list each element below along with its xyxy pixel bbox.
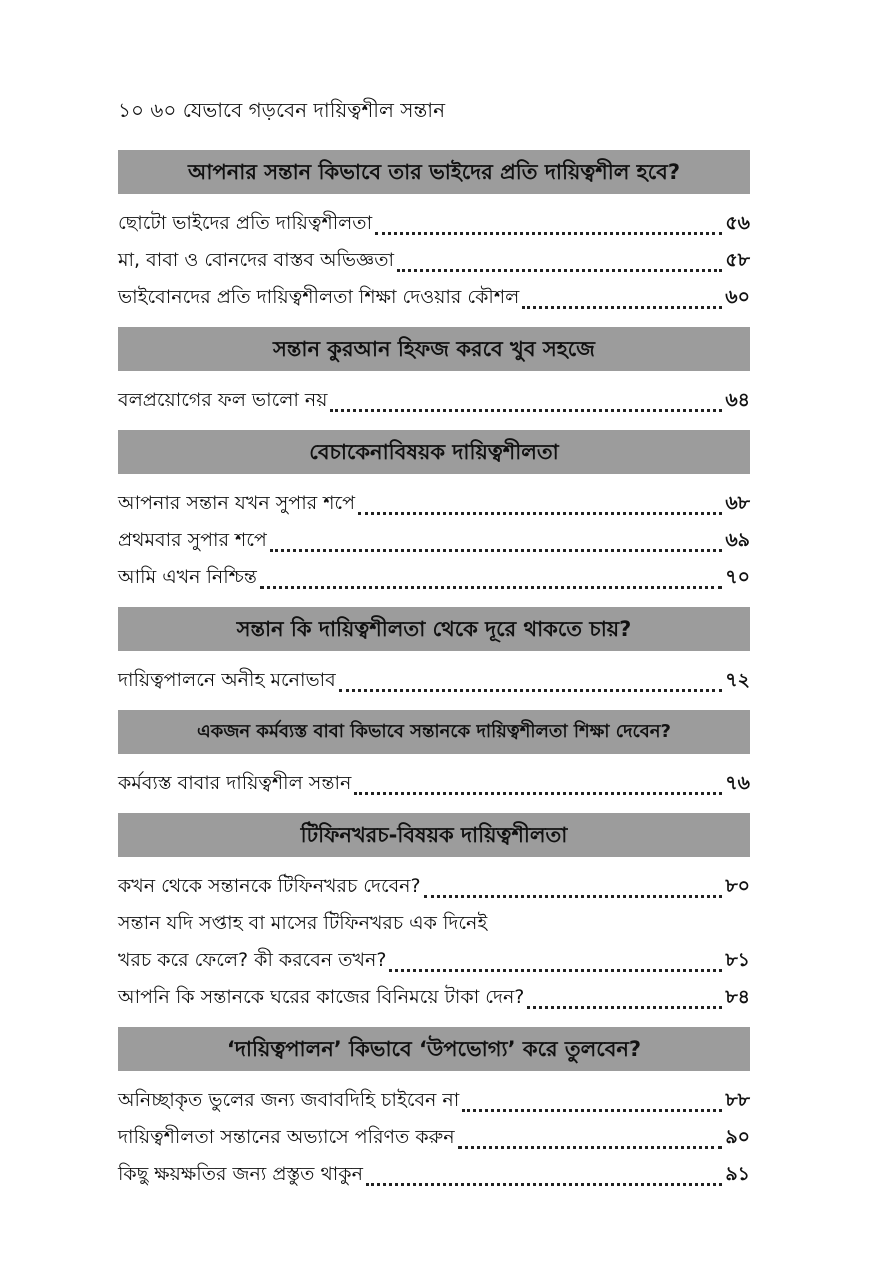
page-number: ৭০ xyxy=(725,566,750,588)
page-number: ৭২ xyxy=(725,669,750,691)
page-number: ৮০ xyxy=(725,875,750,897)
toc-section xyxy=(118,1027,750,1192)
toc-entry-continued xyxy=(118,904,750,941)
toc-section xyxy=(118,430,750,595)
toc-entry xyxy=(118,521,750,558)
entry-title: ভাইবোনদের প্রতি দায়িত্বশীলতা শিক্ষা দেওয়ার কৌশল xyxy=(118,286,520,308)
entry-title: কিছু ক্ষয়ক্ষতির জন্য প্রস্তুত থাকুন xyxy=(118,1163,363,1185)
page-number: ৭৬ xyxy=(725,772,750,794)
entry-title: অনিচ্ছাকৃত ভুলের জন্য জবাবদিহি চাইবেন না xyxy=(118,1089,460,1111)
dot-leader xyxy=(389,968,722,972)
toc-entry xyxy=(118,978,750,1015)
toc-entry xyxy=(118,661,750,698)
entry-title: ছোটো ভাইদের প্রতি দায়িত্বশীলতা xyxy=(118,212,373,234)
page-number: ৮৮ xyxy=(725,1089,750,1111)
section-heading: বেচাকেনাবিষয়ক দায়িত্বশীলতা xyxy=(118,430,750,474)
toc-entry xyxy=(118,1118,750,1155)
section-heading: সন্তান কুরআন হিফজ করবে খুব সহজে xyxy=(118,327,750,371)
page-number: ৬৯ xyxy=(725,529,750,551)
toc-section xyxy=(118,607,750,698)
dot-leader xyxy=(260,585,722,589)
toc-entry xyxy=(118,278,750,315)
entry-title: কর্মব্যস্ত বাবার দায়িত্বশীল সন্তান xyxy=(118,772,352,794)
page-number: ৬০ xyxy=(725,286,750,308)
dot-leader xyxy=(397,268,722,272)
dot-leader xyxy=(270,548,722,552)
toc-entry xyxy=(118,867,750,904)
entry-title: দায়িত্বপালনে অনীহ মনোভাব xyxy=(118,669,336,691)
toc-entry xyxy=(118,764,750,801)
page-number: ৫৬ xyxy=(725,212,750,234)
dot-leader xyxy=(522,305,722,309)
entry-title: দায়িত্বশীলতা সন্তানের অভ্যাসে পরিণত করুন xyxy=(118,1126,455,1148)
section-heading: ‘দায়িত্বপালন’ কিভাবে ‘উপভোগ্য’ করে তুলবেন? xyxy=(118,1027,750,1071)
dot-leader xyxy=(424,894,723,898)
entry-title: কখন থেকে সন্তানকে টিফিনখরচ দেবেন? xyxy=(118,875,421,897)
section-heading: আপনার সন্তান কিভাবে তার ভাইদের প্রতি দায়িত্বশীল হবে? xyxy=(118,150,750,194)
section-heading: টিফিনখরচ-বিষয়ক দায়িত্বশীলতা xyxy=(118,813,750,857)
page-number: ৬৪ xyxy=(725,389,750,411)
dot-leader xyxy=(354,791,722,795)
page-number: ৯০ xyxy=(725,1126,750,1148)
entry-title: আপনি কি সন্তানকে ঘরের কাজের বিনিময়ে টাকা দেন? xyxy=(118,986,525,1008)
page-number: ৬৮ xyxy=(725,492,750,514)
entry-title: মা, বাবা ও বোনদের বাস্তব অভিজ্ঞতা xyxy=(118,249,394,271)
toc-entry xyxy=(118,558,750,595)
entry-title: সন্তান যদি সপ্তাহ বা মাসের টিফিনখরচ এক দিনেই xyxy=(118,912,488,934)
dot-leader xyxy=(330,408,722,412)
toc-section xyxy=(118,150,750,315)
dot-leader xyxy=(358,511,722,515)
dot-leader xyxy=(462,1108,722,1112)
toc-entry xyxy=(118,241,750,278)
page-number: ৮৪ xyxy=(725,986,750,1008)
table-of-contents xyxy=(118,150,750,1204)
toc-entry xyxy=(118,484,750,521)
entry-title: খরচ করে ফেলে? কী করবেন তখন? xyxy=(118,949,387,971)
page-number: ৯১ xyxy=(725,1163,750,1185)
entry-title: আপনার সন্তান যখন সুপার শপে xyxy=(118,492,355,514)
running-head: ১০ ৬০ যেভাবে গড়বেন দায়িত্বশীল সন্তান xyxy=(118,98,446,122)
toc-entry xyxy=(118,381,750,418)
dot-leader xyxy=(375,231,722,235)
toc-entry xyxy=(118,1155,750,1192)
entry-title: আমি এখন নিশ্চিন্ত xyxy=(118,566,257,588)
page-number: ৫৮ xyxy=(725,249,750,271)
toc-section xyxy=(118,710,750,801)
toc-section xyxy=(118,813,750,1015)
section-heading: সন্তান কি দায়িত্বশীলতা থেকে দূরে থাকতে চায়? xyxy=(118,607,750,651)
dot-leader xyxy=(366,1182,722,1186)
section-heading: একজন কর্মব্যস্ত বাবা কিভাবে সন্তানকে দায়িত্বশীলতা শিক্ষা দেবেন? xyxy=(118,710,750,754)
toc-entry xyxy=(118,941,750,978)
toc-entry xyxy=(118,1081,750,1118)
entry-title: প্রথমবার সুপার শপে xyxy=(118,529,267,551)
page-number: ৮১ xyxy=(725,949,750,971)
toc-section xyxy=(118,327,750,418)
dot-leader xyxy=(458,1145,723,1149)
toc-entry xyxy=(118,204,750,241)
entry-title: বলপ্রয়োগের ফল ভালো নয় xyxy=(118,389,328,411)
dot-leader xyxy=(339,688,723,692)
dot-leader xyxy=(527,1005,722,1009)
